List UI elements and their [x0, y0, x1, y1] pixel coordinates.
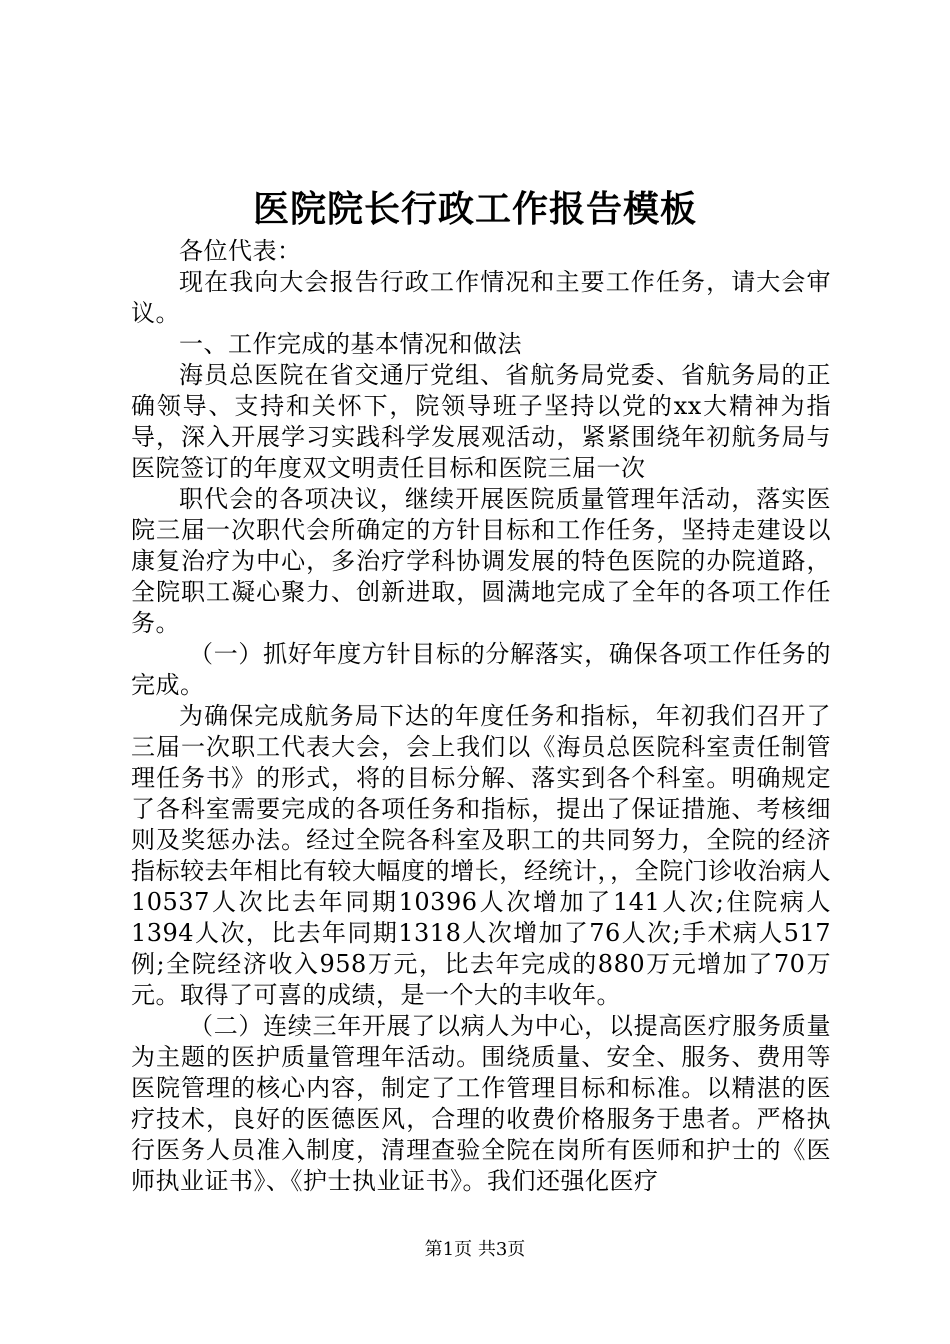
paragraph: 职代会的各项决议，继续开展医院质量管理年活动，落实医院三届一次职代会所确定的方针目标和工作任务，坚持走建设以康复治疗为中心，多治疗学科协调发展的特色医院的办院道路，全院职工凝心聚力、创新进取，圆满地完成了全年的各项工作任务。	[131, 485, 831, 637]
section-heading: 一、工作完成的基本情况和做法	[179, 330, 522, 358]
document-body	[131, 236, 831, 1197]
subsection-heading: （一）抓好年度方针目标的分解落实，确保各项工作任务的完成。	[131, 640, 831, 699]
subsection-paragraph: （二）连续三年开展了以病人为中心，以提高医疗服务质量为主题的医护质量管理年活动。围绕质量、安全、服务、费用等医院管理的核心内容，制定了工作管理目标和标准。以精湛的医疗技术，良好的医德医风，合理的收费价格服务于患者。严格执行医务人员准入制度，清理查验全院在岗所有医师和护士的《医师执业证书》、《护士执业证书》。我们还强化医疗	[131, 1012, 831, 1195]
document-title: 医院院长行政工作报告模板	[252, 188, 697, 230]
paragraph: 为确保完成航务局下达的年度任务和指标，年初我们召开了三届一次职工代表大会，会上我们以《海员总医院科室责任制管理任务书》的形式，将的目标分解、落实到各个科室。明确规定了各科室需要完成的各项任务和指标，提出了保证措施、考核细则及奖惩办法。经过全院各科室及职工的共同努力，全院的经济指标较去年相比有较大幅度的增长，经统计，，全院门诊收治病人10537人次比去年同期10396人次增加了141人次;住院病人1394人次，比去年同期1318人次增加了76人次;手术病人517例;全院经济收入958万元，比去年完成的880万元增加了70万元。取得了可喜的成绩，是一个大的丰收年。	[131, 702, 831, 1009]
paragraph: 海员总医院在省交通厅党组、省航务局党委、省航务局的正确领导、支持和关怀下，院领导班子坚持以党的xx大精神为指导，深入开展学习实践科学发展观活动，紧紧围绕年初航务局与医院签订的年度双文明责任目标和医院三届一次	[131, 361, 831, 482]
paragraph-intro: 现在我向大会报告行政工作情况和主要工作任务，请大会审议。	[131, 268, 831, 327]
paragraph-salutation: 各位代表：	[179, 237, 302, 265]
page-number-footer: 第1页 共3页	[424, 1239, 526, 1260]
